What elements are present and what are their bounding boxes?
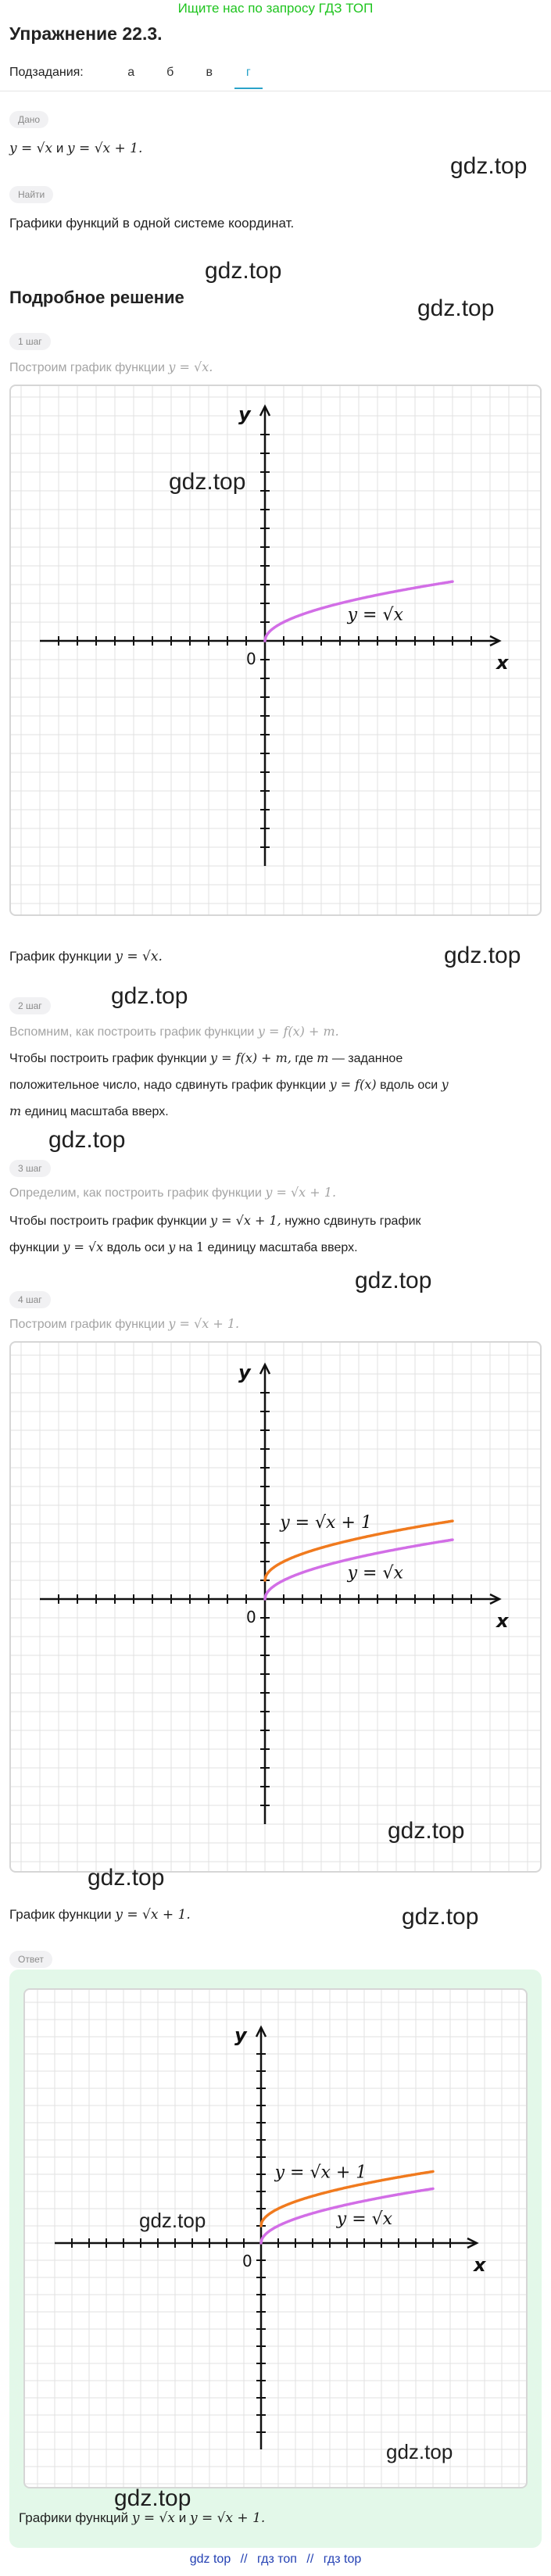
step-3-line-1-text-2: нужно сдвинуть график <box>284 1215 421 1228</box>
graph-svg <box>11 386 540 914</box>
curve-label-sqrt-x-plus-1: y = √x + 1 <box>274 2163 367 2183</box>
step-3-intro <box>9 1183 336 1203</box>
footer-sep-1: // <box>240 2553 248 2566</box>
find-pill: Найти <box>9 186 53 203</box>
origin-label: 0 <box>246 649 256 668</box>
step-3-intro-formula: y = √x + 1. <box>265 1185 337 1200</box>
graph-step-4 <box>9 1341 542 1873</box>
x-axis-label: x <box>496 652 509 674</box>
footer-link-2[interactable]: гдз топ <box>257 2553 297 2566</box>
step-3-pill: 3 шаг <box>9 1160 51 1177</box>
tab-b[interactable]: б <box>166 66 174 79</box>
step-2-line-3 <box>9 1099 169 1125</box>
given-pill: Дано <box>9 111 48 128</box>
answer-block <box>9 1970 542 2548</box>
answer-caption-text: Графики функций <box>19 2510 129 2525</box>
curve-label-sqrt-x-plus-1: y = √x + 1 <box>280 1512 372 1533</box>
curve-label-sqrt-x: y = √x <box>347 605 403 625</box>
find-text: Графики функций в одной системе координат. <box>9 216 295 231</box>
step-3-line-2-text-2: вдоль оси <box>106 1241 165 1254</box>
given-formula-2: y = √x + 1. <box>67 141 143 156</box>
step-3-line-2-text: функции <box>9 1241 59 1254</box>
watermark: gdz.top <box>205 258 282 284</box>
watermark: gdz.top <box>386 2440 453 2463</box>
step-2-line-1-var: m <box>317 1050 329 1065</box>
step-2-intro-text: Вспомним, как построить график функции <box>9 1025 255 1039</box>
step-3-line-1-formula: y = √x + 1, <box>210 1213 281 1228</box>
watermark: gdz.top <box>388 1818 465 1844</box>
graph-step-1 <box>9 385 542 916</box>
x-axis-label: x <box>474 2254 486 2276</box>
step-2-line-1-text-3: — заданное <box>331 1052 403 1065</box>
subtask-label: Подзадания: <box>9 66 84 79</box>
origin-label: 0 <box>242 2252 252 2270</box>
footer-link-3[interactable]: гдз top <box>323 2553 362 2566</box>
subtask-tabs <box>9 66 268 80</box>
step-3-line-2-formula: y = √x <box>63 1240 104 1254</box>
watermark: gdz.top <box>402 1904 479 1930</box>
step-2-line-1-formula: y = f(x) + m, <box>210 1050 292 1065</box>
step-2-line-1 <box>9 1046 403 1072</box>
step-3-line-2-var: y <box>168 1240 176 1254</box>
page-title: Упражнение 22.3. <box>9 23 163 44</box>
watermark: gdz.top <box>444 943 521 968</box>
watermark: gdz.top <box>169 469 246 495</box>
step-2-intro <box>9 1022 339 1042</box>
step-2-line-2 <box>9 1072 449 1098</box>
footer-sep-2: // <box>306 2553 314 2566</box>
graph-answer <box>23 1988 528 2488</box>
given-text <box>9 139 142 158</box>
answer-caption-formula-1: y = √x <box>131 2510 175 2526</box>
step-2-line-2-var: y <box>441 1077 449 1092</box>
tab-g[interactable]: г <box>229 66 268 80</box>
watermark: gdz.top <box>139 2209 206 2232</box>
step-4-caption-formula: y = √x + 1. <box>115 1907 191 1923</box>
step-4-intro-text: Построим график функции <box>9 1318 165 1331</box>
graph-svg <box>11 1343 540 1871</box>
curve-label-sqrt-x: y = √x <box>347 1563 403 1583</box>
footer-links <box>0 2553 551 2567</box>
watermark: gdz.top <box>355 1268 432 1293</box>
step-3-intro-text: Определим, как построить график функции <box>9 1186 262 1200</box>
step-4-intro <box>9 1315 239 1334</box>
step-1-intro-formula: y = √x. <box>168 360 213 374</box>
tab-v[interactable]: в <box>206 66 213 79</box>
search-banner: Ищите нас по запросу ГДЗ ТОП <box>177 1 374 16</box>
step-3-line-1 <box>9 1208 421 1234</box>
step-1-intro <box>9 358 213 377</box>
step-1-caption-text: График функции <box>9 949 112 964</box>
given-formula-1: y = √x <box>9 141 53 156</box>
step-4-intro-formula: y = √x + 1. <box>168 1316 240 1331</box>
tab-a[interactable]: а <box>127 66 135 79</box>
step-2-intro-formula: y = f(x) + m. <box>257 1024 339 1039</box>
watermark: gdz.top <box>114 2485 191 2511</box>
watermark: gdz.top <box>417 295 495 321</box>
watermark: gdz.top <box>111 983 188 1009</box>
watermark: gdz.top <box>450 153 528 179</box>
step-2-line-2-formula: y = f(x) <box>329 1077 377 1092</box>
grid <box>11 1343 540 1871</box>
step-2-line-2-text: положительное число, надо сдвинуть график функции <box>9 1079 327 1092</box>
step-2-line-1-text-2: где <box>295 1052 313 1065</box>
step-2-line-2-text-2: вдоль оси <box>380 1079 438 1092</box>
answer-caption-formula-2: y = √x + 1. <box>189 2510 266 2526</box>
x-axis-label: x <box>496 1610 509 1632</box>
step-1-caption-formula: y = √x. <box>115 949 163 964</box>
grid <box>11 386 540 914</box>
answer-caption-and: и <box>178 2510 187 2525</box>
solution-heading: Подробное решение <box>9 288 184 307</box>
step-3-line-2-text-4: единицу масштаба вверх. <box>207 1241 358 1254</box>
step-3-line-1-text: Чтобы построить график функции <box>9 1215 207 1228</box>
y-axis-label: y <box>238 403 251 425</box>
step-1-pill: 1 шаг <box>9 333 51 350</box>
footer-link-1[interactable]: gdz top <box>189 2553 231 2566</box>
graph-svg <box>25 1990 526 2487</box>
y-axis-label: y <box>238 1361 251 1383</box>
curve-label-sqrt-x: y = √x <box>336 2209 393 2229</box>
step-4-pill: 4 шаг <box>9 1291 51 1308</box>
y-axis-label: y <box>234 2024 247 2046</box>
watermark: gdz.top <box>88 1865 165 1891</box>
step-1-caption <box>9 947 163 966</box>
step-2-pill: 2 шаг <box>9 997 51 1014</box>
watermark: gdz.top <box>48 1127 126 1153</box>
step-4-caption-text: График функции <box>9 1907 112 1922</box>
step-3-line-2-text-3: на <box>178 1241 193 1254</box>
step-3-line-2-num: 1 <box>195 1240 205 1254</box>
step-3-line-2 <box>9 1235 358 1261</box>
origin-label: 0 <box>246 1608 256 1626</box>
step-2-line-1-text: Чтобы построить график функции <box>9 1052 207 1065</box>
given-and: и <box>55 141 64 156</box>
step-2-line-3-var: m <box>9 1104 22 1118</box>
answer-pill: Ответ <box>9 1951 52 1968</box>
step-4-caption <box>9 1905 191 1924</box>
step-1-intro-text: Построим график функции <box>9 361 165 374</box>
step-2-line-3-text: единиц масштаба вверх. <box>24 1105 169 1118</box>
